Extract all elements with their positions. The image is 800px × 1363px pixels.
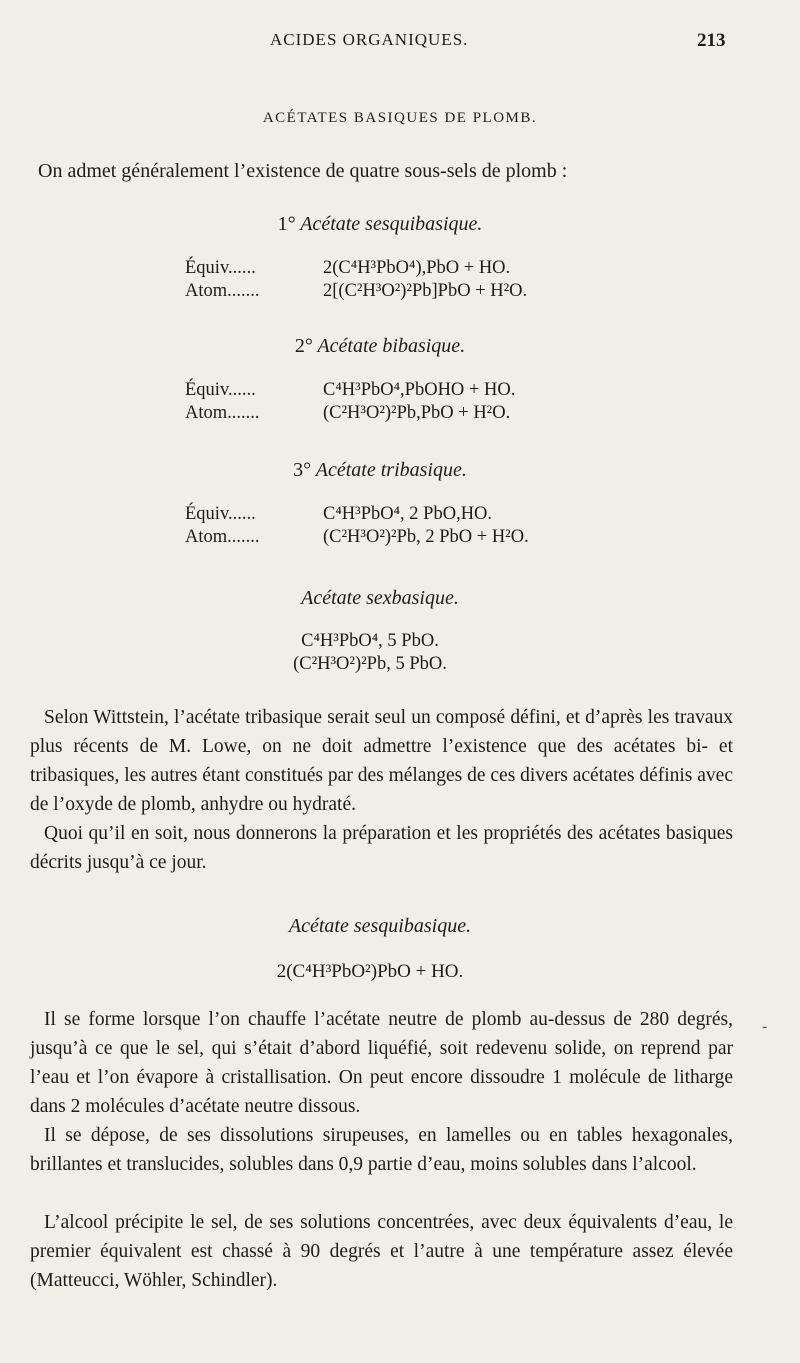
formula-line: C⁴H³PbO⁴, 5 PbO. (301, 631, 439, 651)
running-head-title: ACIDES ORGANIQUES. (270, 30, 469, 49)
compound-name: Acétate sesquibasique. (300, 213, 483, 235)
formula-value: C⁴H³PbO⁴,PbOHO + HO. (323, 380, 516, 400)
formula-row-atom (185, 403, 510, 424)
compound-name: Acétate sexbasique. (301, 587, 459, 609)
formula-value: 2(C⁴H³PbO⁴),PbO + HO. (323, 258, 511, 278)
formula-label: Atom....... (185, 281, 260, 301)
compound-number: 1° (277, 213, 296, 235)
formula-value: C⁴H³PbO⁴, 2 PbO,HO. (323, 504, 493, 524)
formula-label: Équiv...... (185, 504, 256, 524)
compound-heading-sesquibasic (0, 213, 760, 236)
compound-heading-sexbasic (0, 587, 760, 610)
formula-line: (C²H³O²)²Pb, 5 PbO. (293, 654, 447, 674)
formula-label: Atom....... (185, 403, 260, 423)
formula-value: (C²H³O²)²Pb,PbO + H²O. (323, 403, 511, 423)
compound-name: Acétate bibasique. (317, 335, 466, 357)
formula-label: Équiv...... (185, 258, 256, 278)
formula-label: Atom....... (185, 527, 260, 547)
section-title: ACÉTATES BASIQUES DE PLOMB. (262, 110, 538, 126)
formula-row-equiv (185, 258, 510, 279)
compound-number: 3° (293, 459, 312, 481)
compound-heading-tribasic (0, 459, 760, 482)
paragraph-wittstein: Selon Wittstein, l’acétate tribasique serait seul un composé défini, et d’après les travaux plus récents de M. Lowe, on ne doit admettre l’existence que des acétates bi- et tribasiques, les autres étant constitués par des mélanges de ces divers acétates définis avec de l’oxyde de plomb, anhydre ou hydraté. (30, 707, 733, 815)
formula-value: (C²H³O²)²Pb, 2 PbO + H²O. (323, 527, 529, 547)
margin-mark: - (762, 1018, 768, 1035)
formula-row-atom (185, 527, 529, 548)
running-head (0, 30, 800, 54)
compound-heading-bibasic (0, 335, 760, 358)
paragraph-alcohol: L’alcool précipite le sel, de ses solutions concentrées, avec deux équivalents d’eau, le premier équivalent est chassé à 90 degrés et l’autre à une température assez élevée (Matteucci, Wöhler, Schindler). (30, 1212, 733, 1291)
compound-name: Acétate tribasique. (315, 459, 467, 481)
compound-number: 2° (294, 335, 313, 357)
subsection-heading: Acétate sesquibasique. (288, 915, 472, 937)
page-number: 213 (697, 30, 726, 51)
formula-row-atom (185, 281, 527, 302)
formula-row-equiv (185, 380, 515, 401)
formula-value: 2[(C²H³O²)²Pb]PbO + H²O. (323, 281, 528, 301)
paragraph-preparation: Quoi qu’il en soit, nous donnerons la préparation et les propriétés des acétates basiques décrits jusqu’à ce jour. (30, 823, 733, 873)
formula-label: Équiv...... (185, 380, 256, 400)
paragraph-deposit: Il se dépose, de ses dissolutions sirupeuses, en lamelles ou en tables hexagonales, brillantes et translucides, solubles dans 0,9 partie d’eau, moins solubles dans l’alcool. (30, 1125, 733, 1175)
lead-sentence: On admet généralement l’existence de quatre sous-sels de plomb : (38, 160, 568, 182)
formula-row-equiv (185, 504, 492, 525)
subsection-formula: 2(C⁴H³PbO²)PbO + HO. (276, 961, 464, 982)
paragraph-formation: Il se forme lorsque l’on chauffe l’acétate neutre de plomb au-dessus de 280 degrés, jusqu’à ce que le sel, qui s’était d’abord liquéfié, soit redevenu solide, on reprend par l’eau et l’on évapore à cristallisation. On peut encore dissoudre 1 molécule de litharge dans 2 molécules d’acétate neutre dissous. (30, 1009, 733, 1117)
